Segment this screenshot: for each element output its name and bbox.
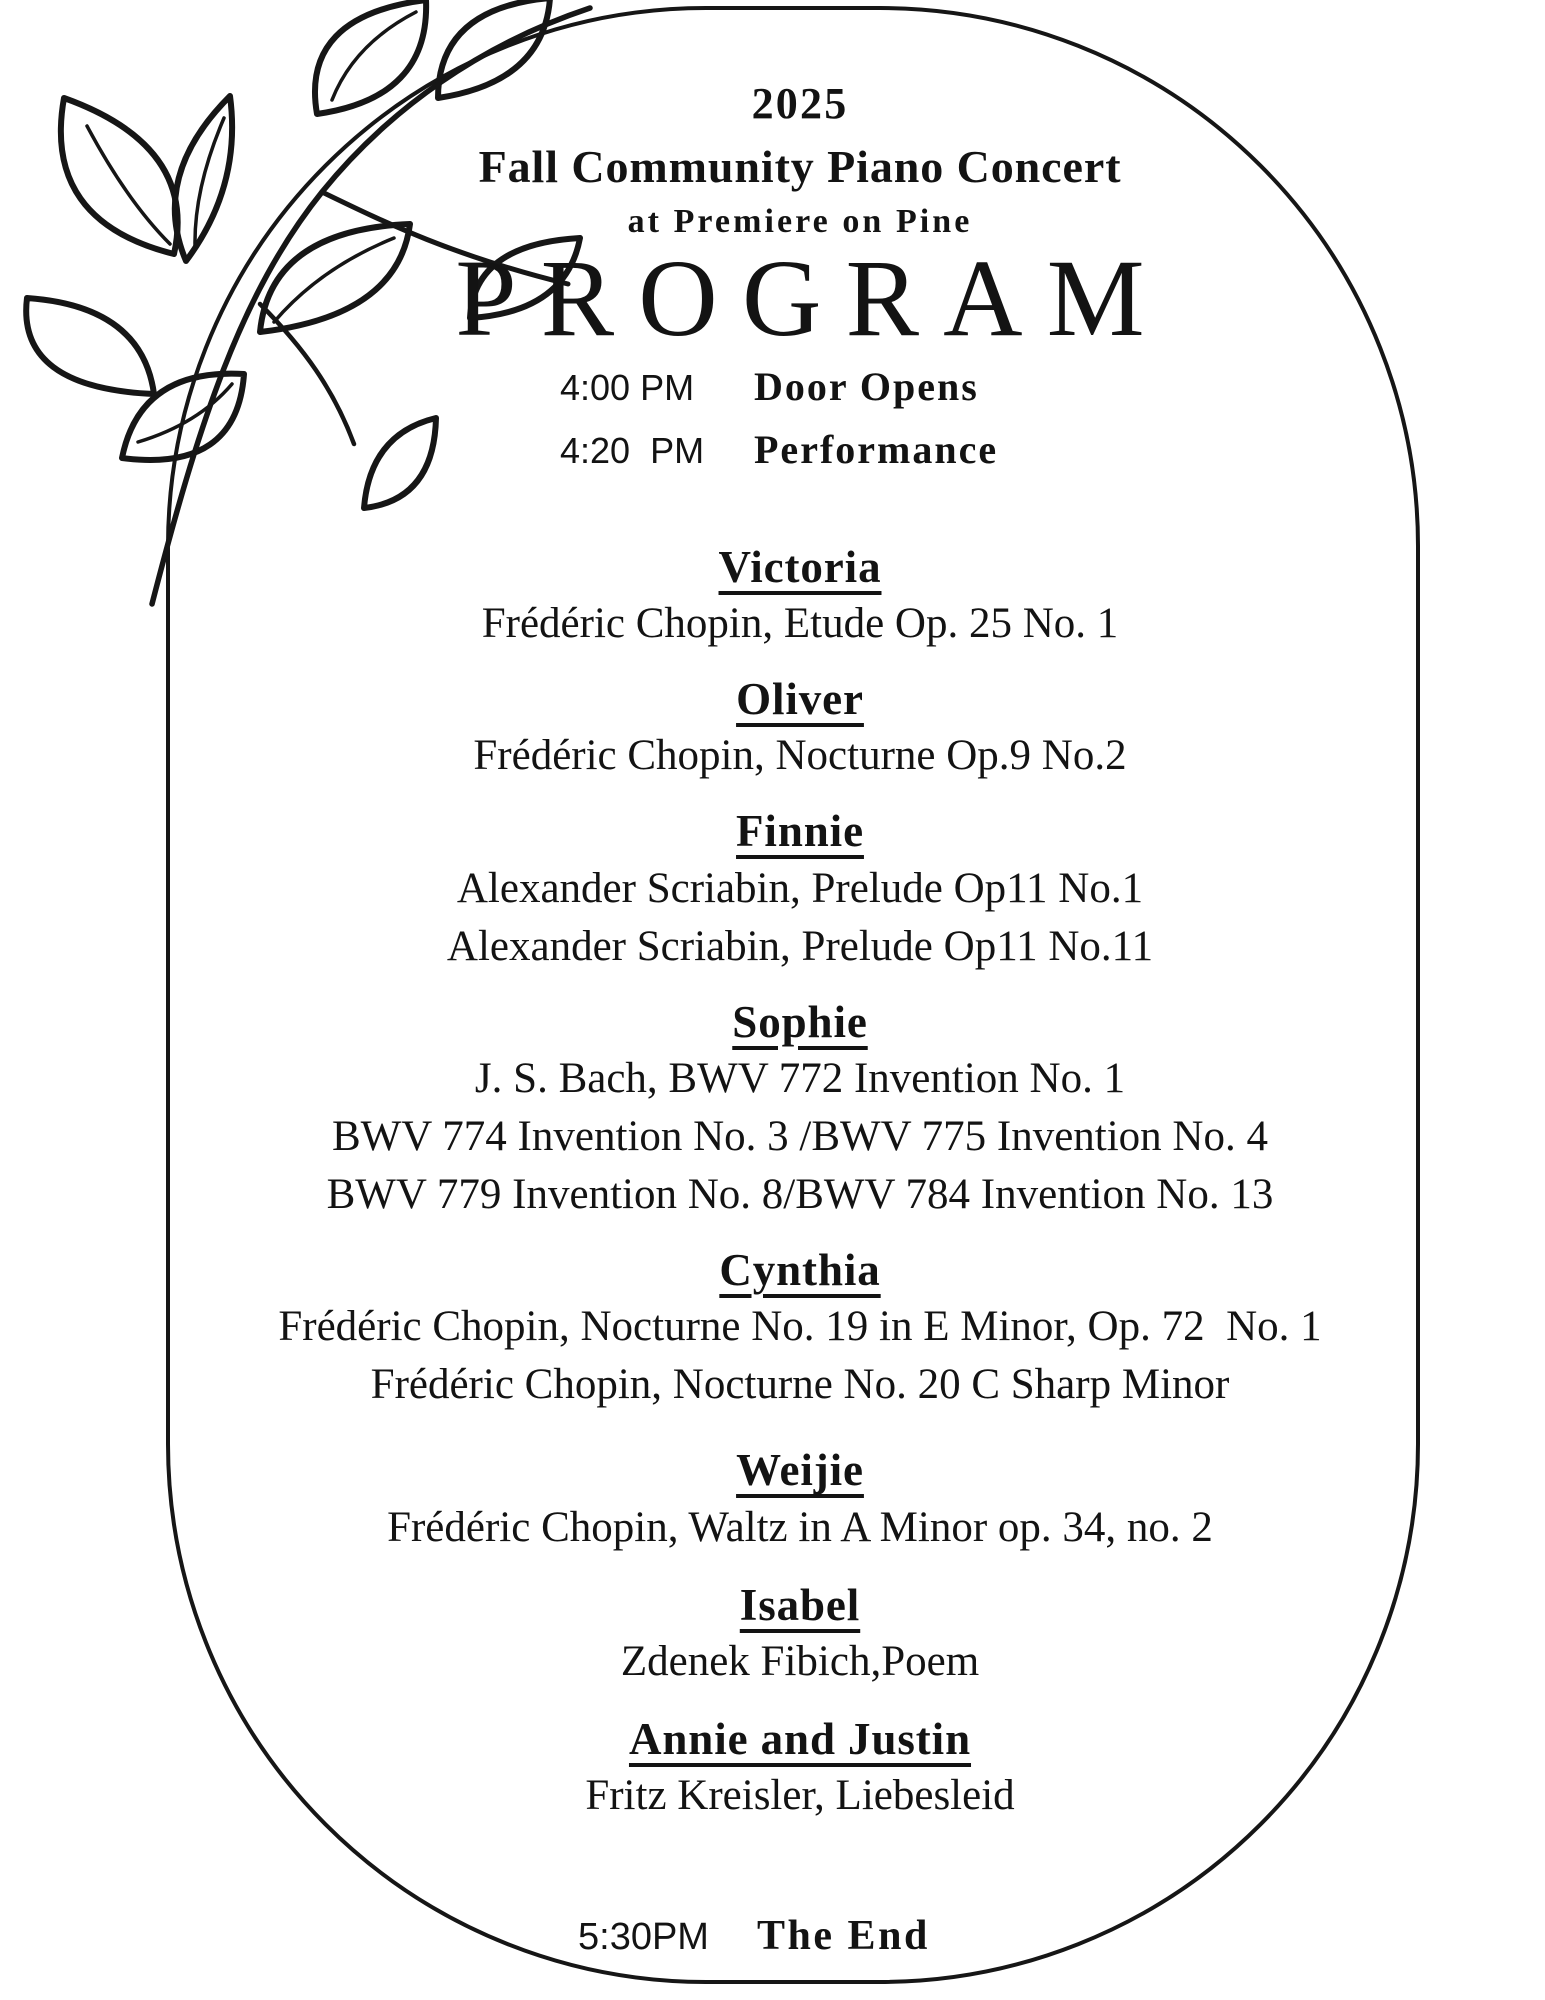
piece-line: BWV 779 Invention No. 8/BWV 784 Invention No. 13: [326, 1171, 1274, 1219]
program-section-oliver: [55, 671, 1545, 785]
program-section-victoria: [55, 539, 1545, 653]
program-section-weijie: [55, 1442, 1545, 1556]
performance-label: Performance: [754, 426, 999, 472]
piece-line: Frédéric Chopin, Waltz in A Minor op. 34, no. 2: [387, 1503, 1213, 1551]
program-section-annie-justin: [55, 1711, 1545, 1825]
piece-line: Frédéric Chopin, Nocturne Op.9 No.2: [473, 732, 1127, 780]
performer-name: Annie and Justin: [628, 1714, 972, 1765]
performer-name: Victoria: [718, 541, 882, 592]
performer-name: Sophie: [732, 996, 868, 1047]
piece-line: Frédéric Chopin, Nocturne No. 19 in E Minor, Op. 72 No. 1: [278, 1303, 1322, 1351]
program-list: [55, 539, 1545, 1826]
piece-line: BWV 774 Invention No. 3 /BWV 775 Invention No. 4: [332, 1113, 1268, 1161]
performer-name: Finnie: [736, 806, 864, 857]
piece-line: Frédéric Chopin, Etude Op. 25 No. 1: [481, 600, 1119, 648]
performer-name: Cynthia: [719, 1245, 881, 1296]
schedule: [560, 363, 998, 473]
program-heading: PROGRAM: [455, 236, 1169, 359]
program-section-isabel: [55, 1577, 1545, 1691]
performer-name: Oliver: [736, 674, 864, 725]
year-label: 2025: [751, 79, 849, 128]
end-label: The End: [756, 1913, 930, 1959]
piece-line: J. S. Bach, BWV 772 Invention No. 1: [474, 1054, 1126, 1102]
piece-line: Fritz Kreisler, Liebesleid: [585, 1772, 1015, 1820]
door-open-time: 4:00 PM: [560, 366, 695, 408]
piece-line: Alexander Scriabin, Prelude Op11 No.1: [456, 864, 1144, 912]
venue-subtitle: at Premiere on Pine: [627, 202, 973, 240]
footer: [578, 1912, 930, 1960]
performer-name: Weijie: [736, 1445, 864, 1496]
program-content: [55, 0, 1545, 1825]
door-open-label: Door Opens: [754, 363, 979, 409]
program-section-cynthia: [55, 1242, 1545, 1414]
piece-line: Frédéric Chopin, Nocturne No. 20 C Sharp Minor: [370, 1361, 1230, 1409]
piece-line: Alexander Scriabin, Prelude Op11 No.11: [446, 922, 1154, 970]
end-time: 5:30PM: [578, 1916, 709, 1958]
performance-time: 4:20 PM: [560, 429, 705, 471]
performer-name: Isabel: [739, 1579, 861, 1630]
program-section-sophie: [55, 994, 1545, 1224]
piece-line: Zdenek Fibich,Poem: [620, 1638, 980, 1685]
concert-title: Fall Community Piano Concert: [478, 140, 1122, 192]
program-section-finnie: [55, 803, 1545, 975]
